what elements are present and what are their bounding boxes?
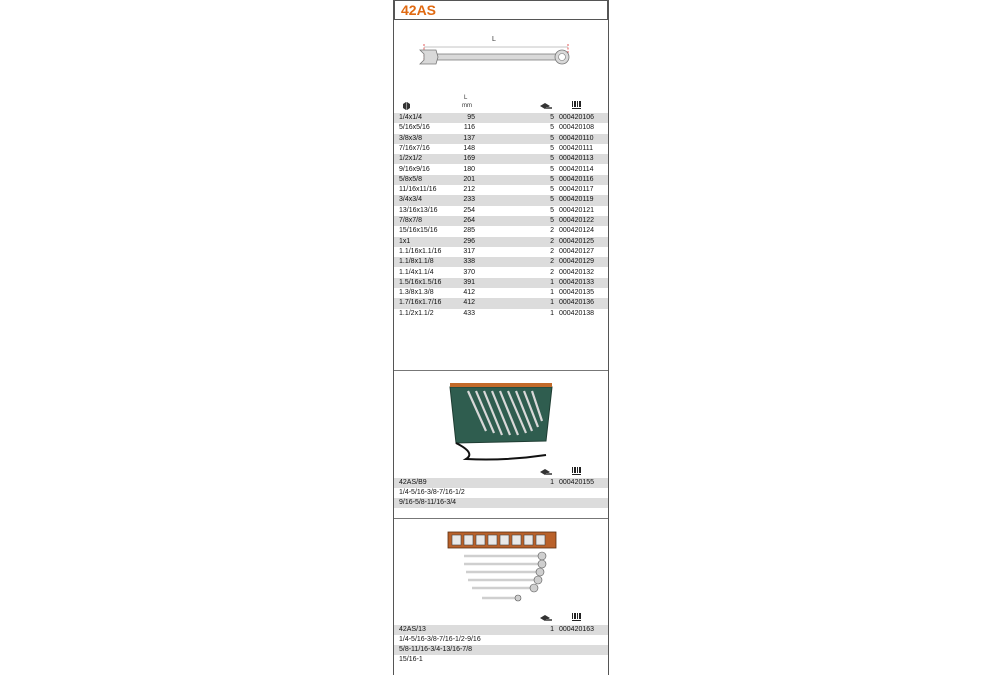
qty-cell: 1 — [550, 299, 554, 307]
set-code-name: 42AS/13 — [399, 626, 426, 633]
qty-cell: 5 — [550, 217, 554, 224]
size-cell: 13/16x13/16 — [399, 206, 438, 214]
length-cell: 233 — [463, 196, 475, 204]
table-row — [394, 185, 608, 195]
title-bar — [394, 0, 608, 20]
code-cell: 000420122 — [559, 217, 595, 224]
qty-cell: 5 — [550, 114, 554, 121]
table-row — [394, 257, 608, 267]
length-cell: 169 — [463, 155, 475, 163]
length-cell: 137 — [463, 134, 475, 142]
qty-cell: 5 — [550, 165, 554, 173]
size-cell: 1x1 — [399, 237, 411, 245]
length-cell: 370 — [463, 268, 475, 276]
qty-cell: 1 — [550, 309, 554, 317]
case-set-image — [446, 530, 558, 610]
length-unit-header: mm — [462, 103, 472, 109]
size-cell: 9/16x9/16 — [399, 165, 430, 173]
length-cell: 338 — [463, 258, 475, 266]
table-row — [394, 268, 608, 278]
code-cell: 000420119 — [559, 196, 594, 204]
length-cell: 180 — [463, 165, 475, 173]
size-cell: 1.3/8x1.3/8 — [399, 289, 434, 297]
code-cell: 000420108 — [559, 124, 595, 132]
size-cell: 15/16x15/16 — [399, 227, 438, 235]
table-row — [394, 165, 608, 175]
qty-cell: 5 — [550, 134, 554, 142]
length-cell: 254 — [463, 206, 475, 214]
set-qty: 1 — [550, 626, 554, 633]
set-contents-line: 9/16-5/8-11/16-3/4 — [399, 499, 457, 506]
qty-cell: 5 — [550, 144, 554, 152]
qty-cell: 5 — [550, 186, 554, 194]
barcode-icon — [572, 613, 582, 622]
set-row — [394, 625, 608, 635]
table-row — [394, 123, 608, 133]
code-cell: 000420111 — [559, 144, 593, 152]
code-cell: 000420133 — [559, 278, 595, 286]
length-cell: 212 — [463, 186, 475, 194]
table-row — [394, 278, 608, 288]
qty-cell: 1 — [550, 278, 554, 286]
table-row — [394, 206, 608, 216]
set-contents-line: 5/8-11/16-3/4-13/16-7/8 — [399, 646, 473, 653]
length-cell: 285 — [463, 227, 475, 235]
set-row — [394, 478, 608, 488]
size-cell: 5/8x5/8 — [399, 175, 422, 183]
code-cell: 000420125 — [559, 237, 595, 245]
section-divider — [394, 518, 608, 519]
table-row — [394, 113, 608, 123]
code-cell: 000420132 — [559, 268, 595, 276]
section-divider — [394, 370, 608, 371]
qty-cell: 5 — [550, 175, 554, 183]
set-contents-line: 1/4-5/16-3/8-7/16-1/2-9/16 — [399, 636, 481, 643]
table-row — [394, 309, 608, 319]
table-row — [394, 195, 608, 205]
length-column-header: L — [464, 95, 468, 101]
length-cell: 201 — [463, 175, 475, 183]
qty-cell: 2 — [550, 247, 554, 255]
length-label: L — [492, 36, 496, 43]
code-cell: 000420110 — [559, 134, 594, 142]
length-cell: 264 — [463, 217, 475, 224]
set-code-name: 42AS/B9 — [399, 479, 427, 486]
code-cell: 000420124 — [559, 227, 595, 235]
code-cell: 000420106 — [559, 114, 595, 121]
size-cell: 1.1/2x1.1/2 — [399, 309, 434, 317]
table-row — [394, 247, 608, 257]
size-cell: 11/16x11/16 — [399, 186, 437, 194]
size-cell: 7/8x7/8 — [399, 217, 422, 224]
length-cell: 412 — [463, 299, 475, 307]
length-cell: 116 — [463, 124, 475, 132]
qty-cell: 2 — [550, 237, 554, 245]
code-cell: 000420135 — [559, 289, 595, 297]
length-cell: 95 — [467, 114, 475, 121]
size-cell: 5/16x5/16 — [399, 124, 430, 132]
set-contents-row — [394, 655, 608, 665]
table-row — [394, 175, 608, 185]
qty-cell: 2 — [550, 258, 554, 266]
table-row — [394, 134, 608, 144]
set-contents-row — [394, 645, 608, 655]
length-cell: 412 — [463, 289, 475, 297]
table-row — [394, 144, 608, 154]
qty-cell: 2 — [550, 227, 554, 235]
size-cell: 1/2x1/2 — [399, 155, 422, 163]
qty-cell: 2 — [550, 268, 554, 276]
size-cell: 1/4x1/4 — [399, 114, 422, 121]
package-quantity-icon — [539, 614, 553, 622]
size-cell: 3/4x3/4 — [399, 196, 422, 204]
roll-pouch-image — [446, 381, 556, 469]
code-cell: 000420127 — [559, 247, 595, 255]
code-cell: 000420136 — [559, 299, 595, 307]
size-cell: 7/16x7/16 — [399, 144, 430, 152]
table-row — [394, 288, 608, 298]
code-cell: 000420114 — [559, 165, 594, 173]
length-cell: 391 — [463, 278, 475, 286]
size-cell: 1.1/16x1.1/16 — [399, 247, 442, 255]
size-cell: 1.1/8x1.1/8 — [399, 258, 434, 266]
set-code: 000420163 — [559, 626, 595, 633]
set-contents-row — [394, 488, 608, 498]
set-qty: 1 — [550, 479, 554, 486]
length-cell: 296 — [463, 237, 475, 245]
table-row — [394, 226, 608, 236]
set-contents-line: 15/16-1 — [399, 656, 423, 663]
code-cell: 000420138 — [559, 309, 595, 317]
barcode-icon — [572, 101, 582, 110]
barcode-icon — [572, 467, 582, 476]
length-cell: 317 — [463, 247, 475, 255]
qty-cell: 1 — [550, 289, 554, 297]
code-cell: 000420113 — [559, 155, 594, 163]
set-contents-row — [394, 498, 608, 508]
qty-cell: 5 — [550, 196, 554, 204]
code-cell: 000420117 — [559, 186, 594, 194]
table-row — [394, 237, 608, 247]
code-cell: 000420129 — [559, 258, 595, 266]
set-code: 000420155 — [559, 479, 595, 486]
set-contents-row — [394, 635, 608, 645]
table-row — [394, 154, 608, 164]
set-contents-line: 1/4-5/16-3/8-7/16-1/2 — [399, 489, 465, 496]
code-cell: 000420121 — [559, 206, 595, 214]
wrench-diagram — [412, 34, 592, 74]
package-quantity-icon — [539, 468, 553, 476]
size-cell: 1.7/16x1.7/16 — [399, 299, 442, 307]
qty-cell: 5 — [550, 206, 554, 214]
page-title: 42AS — [401, 2, 437, 18]
qty-cell: 5 — [550, 155, 554, 163]
wrench-size-icon — [402, 102, 411, 110]
code-cell: 000420116 — [559, 175, 594, 183]
size-cell: 3/8x3/8 — [399, 134, 422, 142]
length-cell: 433 — [463, 309, 475, 317]
table-row — [394, 216, 608, 226]
length-cell: 148 — [463, 144, 475, 152]
product-panel — [393, 0, 609, 675]
qty-cell: 5 — [550, 124, 554, 132]
table-row — [394, 298, 608, 308]
size-cell: 1.1/4x1.1/4 — [399, 268, 434, 276]
package-quantity-icon — [539, 102, 553, 110]
size-cell: 1.5/16x1.5/16 — [399, 278, 442, 286]
